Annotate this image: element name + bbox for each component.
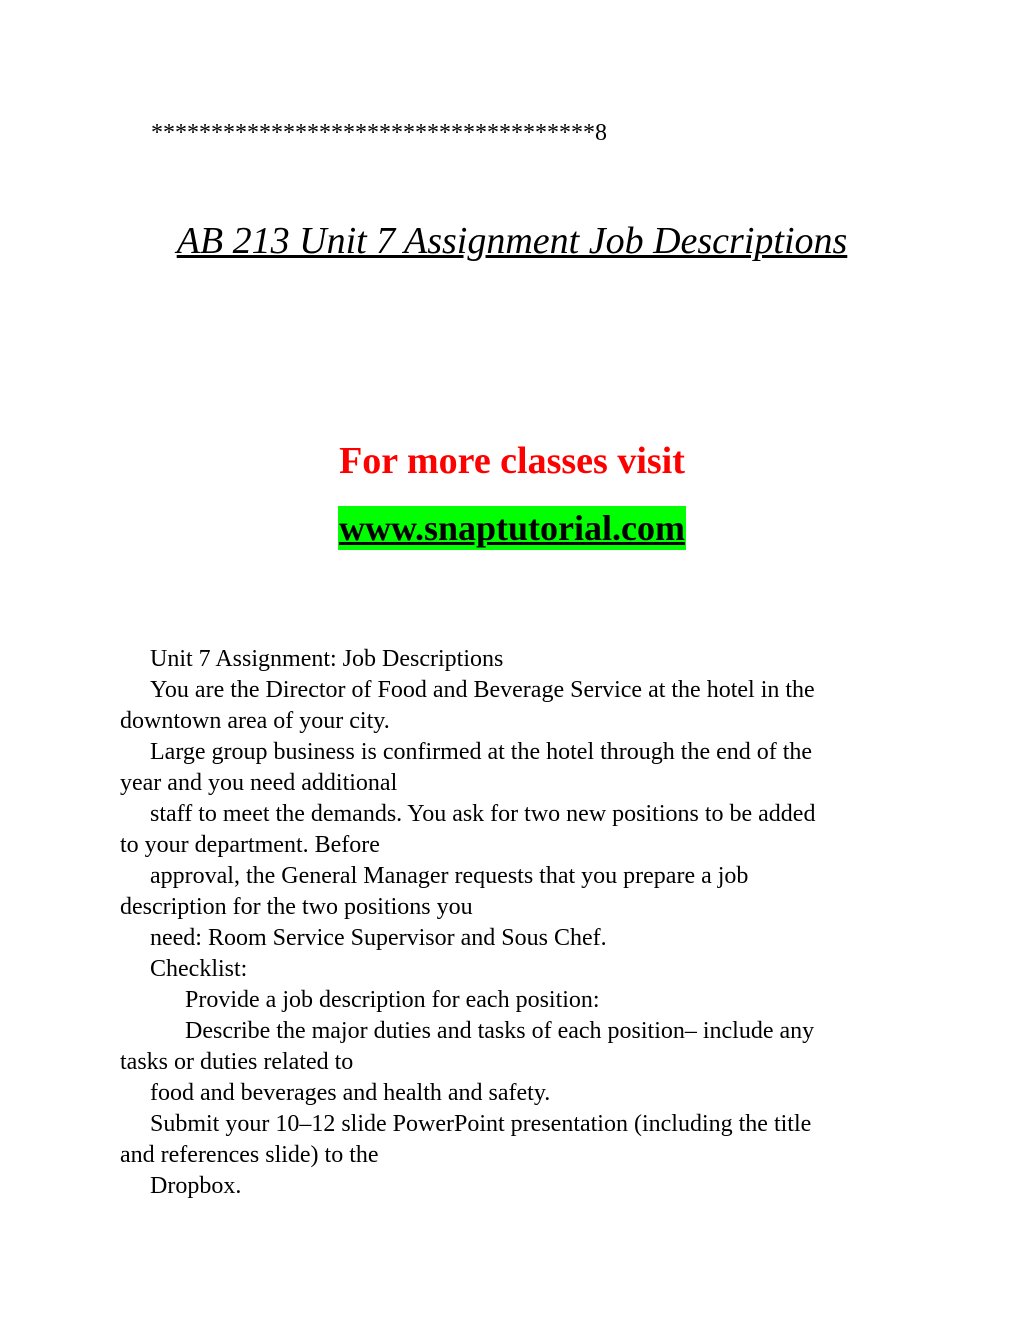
promo-link-container	[0, 506, 1024, 550]
body-line: Submit your 10–12 slide PowerPoint presentation (including the title	[150, 1111, 812, 1137]
body-line: year and you need additional	[120, 770, 398, 796]
body-line: You are the Director of Food and Beverage Service at the hotel in the	[150, 677, 815, 703]
body-line: downtown area of your city.	[120, 708, 390, 734]
promo-text: For more classes visit	[339, 440, 685, 482]
body-line: Unit 7 Assignment: Job Descriptions	[150, 646, 504, 672]
checklist-heading: Checklist:	[150, 956, 248, 982]
document-title: AB 213 Unit 7 Assignment Job Descriptions	[176, 220, 848, 262]
body-line: need: Room Service Supervisor and Sous Chef.	[150, 925, 607, 951]
body-line: approval, the General Manager requests that you prepare a job	[150, 863, 749, 889]
body-line: and references slide) to the	[120, 1142, 379, 1168]
body-line: Dropbox.	[150, 1173, 242, 1199]
assignment-body	[120, 644, 920, 1202]
body-line: to your department. Before	[120, 832, 380, 858]
checklist-item: Describe the major duties and tasks of each position– include any	[185, 1018, 815, 1044]
body-line: tasks or duties related to	[120, 1049, 354, 1075]
body-line: staff to meet the demands. You ask for two new positions to be added	[150, 801, 816, 827]
promo-link[interactable]: www.snaptutorial.com	[338, 508, 685, 548]
checklist-item: Provide a job description for each position:	[185, 987, 600, 1013]
separator-stars: *************************************8	[151, 120, 607, 146]
body-line: description for the two positions you	[120, 894, 473, 920]
body-line: food and beverages and health and safety.	[150, 1080, 551, 1106]
body-line: Large group business is confirmed at the hotel through the end of the	[150, 739, 813, 765]
